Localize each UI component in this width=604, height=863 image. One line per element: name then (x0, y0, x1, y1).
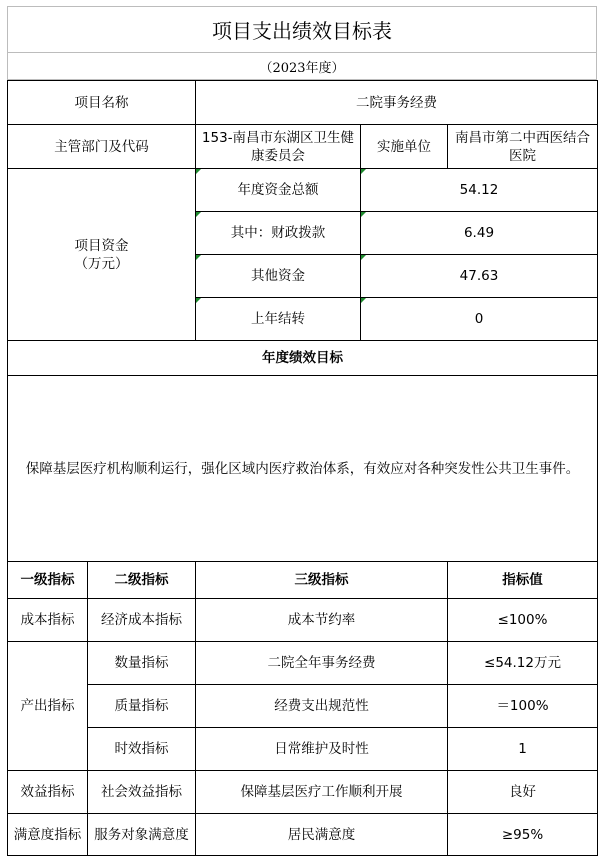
department-label: 主管部门及代码 (8, 125, 196, 169)
quality-indicator-value: ＝100% (448, 685, 598, 728)
satisfaction-indicator-level2: 服务对象满意度 (88, 814, 196, 856)
department-value: 153-南昌市东湖区卫生健康委员会 (196, 125, 361, 169)
cost-indicator-level3: 成本节约率 (196, 599, 448, 642)
cost-indicator-level2: 经济成本指标 (88, 599, 196, 642)
funds-label (8, 169, 196, 341)
fund-fiscal-value: 6.49 (361, 212, 598, 255)
quality-indicator-level2: 质量指标 (88, 685, 196, 728)
fund-other-value: 47.63 (361, 255, 598, 298)
implementing-unit-value: 南昌市第二中西医结合医院 (448, 125, 598, 169)
satisfaction-indicator-level1: 满意度指标 (8, 814, 88, 856)
performance-table (7, 80, 598, 856)
timeliness-indicator-level3: 日常维护及时性 (196, 728, 448, 771)
implementing-unit-label: 实施单位 (361, 125, 448, 169)
goal-header: 年度绩效目标 (8, 341, 598, 376)
quantity-indicator-level2: 数量指标 (88, 642, 196, 685)
benefit-indicator-level1: 效益指标 (8, 771, 88, 814)
goal-text: 保障基层医疗机构顺利运行，强化区域内医疗救治体系，有效应对各种突发性公共卫生事件。 (8, 376, 598, 562)
project-name-label: 项目名称 (8, 81, 196, 125)
funds-label-line1: 项目资金 (74, 237, 129, 254)
timeliness-indicator-level2: 时效指标 (88, 728, 196, 771)
social-benefit-level2: 社会效益指标 (88, 771, 196, 814)
fund-total-value: 54.12 (361, 169, 598, 212)
timeliness-indicator-value: 1 (448, 728, 598, 771)
fund-total-label: 年度资金总额 (196, 169, 361, 212)
header-value: 指标值 (448, 562, 598, 599)
satisfaction-indicator-value: ≥95% (448, 814, 598, 856)
satisfaction-indicator-level3: 居民满意度 (196, 814, 448, 856)
sheet-title: 项目支出绩效目标表 (7, 6, 597, 52)
cost-indicator-level1: 成本指标 (8, 599, 88, 642)
quality-indicator-level3: 经费支出规范性 (196, 685, 448, 728)
project-name-value: 二院事务经费 (196, 81, 598, 125)
social-benefit-value: 良好 (448, 771, 598, 814)
header-level2: 二级指标 (88, 562, 196, 599)
header-level3: 三级指标 (196, 562, 448, 599)
social-benefit-level3: 保障基层医疗工作顺利开展 (196, 771, 448, 814)
funds-label-line2: （万元） (74, 255, 129, 272)
fund-fiscal-label: 其中：财政拨款 (196, 212, 361, 255)
output-indicator-level1: 产出指标 (8, 642, 88, 771)
cost-indicator-value: ≤100% (448, 599, 598, 642)
sheet-year: （2023年度） (7, 52, 597, 80)
fund-carryover-label: 上年结转 (196, 298, 361, 341)
header-level1: 一级指标 (8, 562, 88, 599)
fund-carryover-value: 0 (361, 298, 598, 341)
quantity-indicator-value: ≤54.12万元 (448, 642, 598, 685)
quantity-indicator-level3: 二院全年事务经费 (196, 642, 448, 685)
fund-other-label: 其他资金 (196, 255, 361, 298)
